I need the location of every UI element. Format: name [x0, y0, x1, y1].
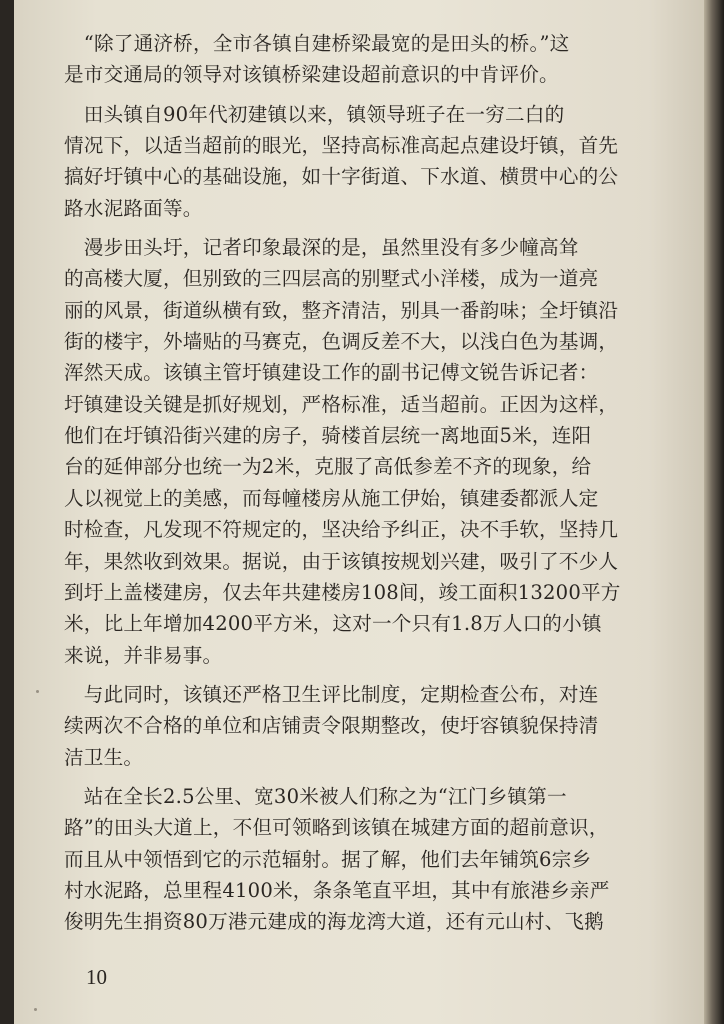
text-line: 人以视觉上的美感，而每幢楼房从施工伊始，镇建委都派人定 [64, 486, 599, 510]
page-number: 10 [86, 965, 107, 989]
text-line: 圩镇建设关键是抓好规划，严格标准，适当超前。正因为这样， [64, 392, 619, 416]
paragraph-1 [64, 28, 692, 91]
text-line: 与此同时，该镇还严格卫生评比制度，定期检查公布，对连 [64, 682, 599, 706]
text-line: 路”的田头大道上，不但可领略到该镇在城建方面的超前意识， [64, 816, 609, 840]
text-line: 街的楼宇，外墙贴的马赛克，色调反差不大，以浅白色为基调， [64, 330, 619, 354]
text-line: 台的延伸部分也统一为2米，克服了高低参差不齐的现象，给 [64, 455, 592, 479]
text-line: 续两次不合格的单位和店铺责令限期整改，使圩容镇貌保持清 [64, 714, 599, 738]
paragraph-3 [64, 232, 692, 671]
paragraph-5 [64, 781, 692, 938]
paragraph-4 [64, 679, 692, 773]
text-line: 时检查，凡发现不符规定的，坚决给予纠正，决不手软，坚持几 [64, 518, 619, 542]
body-text [64, 28, 692, 938]
text-line: 站在全长2.5公里、宽30米被人们称之为“江门乡镇第一 [64, 784, 567, 808]
text-line: 洁卫生。 [64, 745, 144, 769]
paragraph-2 [64, 99, 692, 224]
text-line: 村水泥路，总里程4100米，条条笔直平坦，其中有旅港乡亲严 [64, 878, 610, 902]
text-line: 田头镇自90年代初建镇以来，镇领导班子在一穷二白的 [64, 102, 565, 126]
text-line: 米，比上年增加4200平方米，这对一个只有1.8万人口的小镇 [64, 612, 602, 636]
text-line: 漫步田头圩，记者印象最深的是，虽然里没有多少幢高耸 [64, 236, 579, 260]
text-line: 路水泥路面等。 [64, 196, 203, 220]
text-line: 俊明先生捐资80万港元建成的海龙湾大道，还有元山村、飞鹅 [64, 910, 604, 934]
text-line: 情况下，以适当超前的眼光，坚持高标准高起点建设圩镇，首先 [64, 134, 619, 158]
text-line: 而且从中领悟到它的示范辐射。据了解，他们去年铺筑6宗乡 [64, 847, 592, 871]
text-line: “除了通济桥，全市各镇自建桥梁最宽的是田头的桥。”这 [64, 32, 570, 55]
text-line: 丽的风景，街道纵横有致，整齐清洁，别具一番韵味；全圩镇沿 [64, 298, 619, 322]
text-line: 搞好圩镇中心的基础设施，如十字街道、下水道、横贯中心的公 [64, 165, 619, 189]
text-line: 他们在圩镇沿街兴建的房子，骑楼首层统一离地面5米，连阳 [64, 424, 592, 448]
text-line: 的高楼大厦，但别致的三四层高的别墅式小洋楼，成为一道亮 [64, 267, 599, 291]
text-line: 到圩上盖楼建房，仅去年共建楼房108间，竣工面积13200平方 [64, 580, 621, 604]
text-line: 年，果然收到效果。据说，由于该镇按规划兴建，吸引了不少人 [64, 549, 619, 573]
book-page [14, 0, 704, 1024]
book-spine-edge [704, 0, 724, 1024]
text-line: 浑然天成。该镇主管圩镇建设工作的副书记傅文锐告诉记者： [64, 361, 599, 385]
text-line: 来说，并非易事。 [64, 643, 223, 667]
text-line: 是市交通局的领导对该镇桥梁建设超前意识的中肯评价。 [64, 63, 559, 87]
